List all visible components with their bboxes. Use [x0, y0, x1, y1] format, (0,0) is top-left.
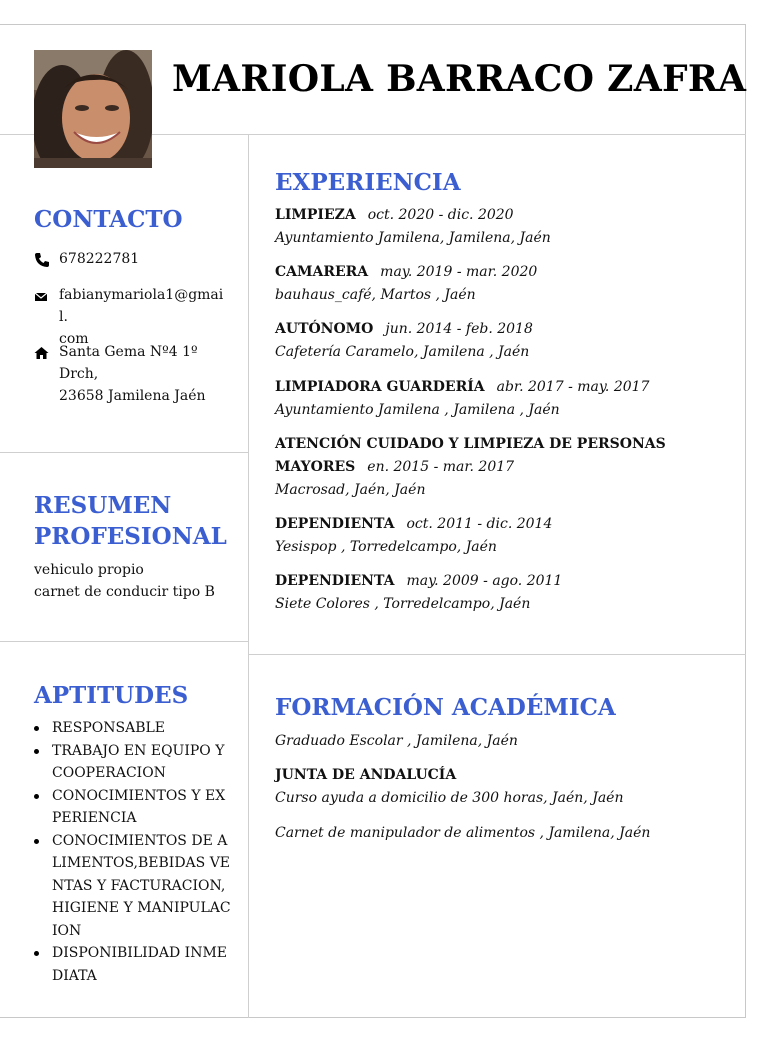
job-title: CAMARERA: [275, 264, 369, 280]
job-place: bauhaus_café, Martos , Jaén: [275, 287, 476, 303]
job-dates: may. 2009 - ago. 2011: [406, 573, 563, 589]
education-title: FORMACIÓN ACADÉMICA: [275, 694, 616, 721]
job-dates: abr. 2017 - may. 2017: [496, 379, 650, 395]
experience-divider: [248, 654, 746, 655]
address-line-3: 23658 Jamilena Jaén: [59, 388, 206, 404]
contact-title: CONTACTO: [34, 206, 183, 233]
job-place: Ayuntamiento Jamilena, Jamilena, Jaén: [275, 230, 551, 246]
candidate-name: MARIOLA BARRACO ZAFRA: [172, 58, 747, 100]
job-place: Ayuntamiento Jamilena , Jamilena , Jaén: [275, 402, 560, 418]
job-title: LIMPIEZA: [275, 207, 356, 223]
job-place: Cafetería Caramelo, Jamilena , Jaén: [275, 344, 530, 360]
contact-divider: [0, 452, 248, 453]
education-entry: Graduado Escolar , Jamilena, Jaén: [275, 733, 518, 749]
skill-item: RESPONSABLE: [34, 717, 234, 740]
contact-address: [34, 341, 229, 407]
skills-title: APTITUDES: [34, 682, 189, 709]
summary-line: vehiculo propio: [34, 562, 144, 578]
summary-line: carnet de conducir tipo B: [34, 584, 215, 600]
job-place: Siete Colores , Torredelcampo, Jaén: [275, 596, 531, 612]
contact-phone: [34, 248, 229, 272]
column-divider: [248, 134, 249, 1018]
profile-photo: [34, 50, 152, 168]
job-dates: oct. 2020 - dic. 2020: [367, 207, 514, 223]
job-title: LIMPIADORA GUARDERÍA: [275, 379, 485, 395]
home-icon: [34, 341, 59, 364]
summary-text: [34, 559, 234, 603]
header-divider-right: [152, 134, 746, 135]
phone-number: 678222781: [59, 251, 140, 267]
job-dates: jun. 2014 - feb. 2018: [385, 321, 533, 337]
job-entry: [275, 513, 715, 559]
email-line-2: com: [59, 331, 89, 347]
skills-list: [34, 717, 234, 987]
job-title: AUTÓNOMO: [275, 321, 374, 337]
job-title: DEPENDIENTA: [275, 573, 395, 589]
address-line-2: Drch,: [59, 366, 99, 382]
skill-item: TRABAJO EN EQUIPO Y COOPERACION: [34, 740, 234, 785]
job-place: Yesispop , Torredelcampo, Jaén: [275, 539, 497, 555]
job-dates: may. 2019 - mar. 2020: [380, 264, 538, 280]
job-place: Macrosad, Jaén, Jaén: [275, 482, 426, 498]
summary-divider: [0, 641, 248, 642]
skill-item: CONOCIMIENTOS DE ALIMENTOS,BEBIDAS VENTAS Y FACTURACION,HIGIENE Y MANIPULACION: [34, 830, 234, 943]
job-dates: en. 2015 - mar. 2017: [367, 459, 515, 475]
summary-title: RESUMEN PROFESIONAL: [34, 492, 227, 550]
phone-icon: [34, 248, 59, 272]
header-divider-left: [0, 134, 34, 135]
job-dates: oct. 2011 - dic. 2014: [406, 516, 553, 532]
education-org: JUNTA DE ANDALUCÍA: [275, 767, 457, 783]
job-entry: [275, 318, 715, 364]
experience-title: EXPERIENCIA: [275, 169, 461, 196]
job-entry: [275, 376, 715, 422]
envelope-icon: [34, 284, 59, 307]
education-text: Curso ayuda a domicilio de 300 horas, Jaén, Jaén: [275, 790, 624, 806]
skill-item: DISPONIBILIDAD INMEDIATA: [34, 942, 234, 987]
job-entry: [275, 433, 695, 502]
education-entry: [275, 764, 715, 810]
job-title: ATENCIÓN CUIDADO Y LIMPIEZA DE PERSONAS MAYORES: [275, 436, 666, 475]
job-entry: [275, 261, 715, 307]
job-entry: [275, 204, 715, 250]
job-title: DEPENDIENTA: [275, 516, 395, 532]
email-line-1: fabianymariola1@gmail.: [59, 287, 224, 325]
job-entry: [275, 570, 715, 616]
education-entry: Carnet de manipulador de alimentos , Jamilena, Jaén: [275, 825, 651, 841]
skill-item: CONOCIMIENTOS Y EXPERIENCIA: [34, 785, 234, 830]
address-line-1: Santa Gema Nº4 1º: [59, 344, 198, 360]
